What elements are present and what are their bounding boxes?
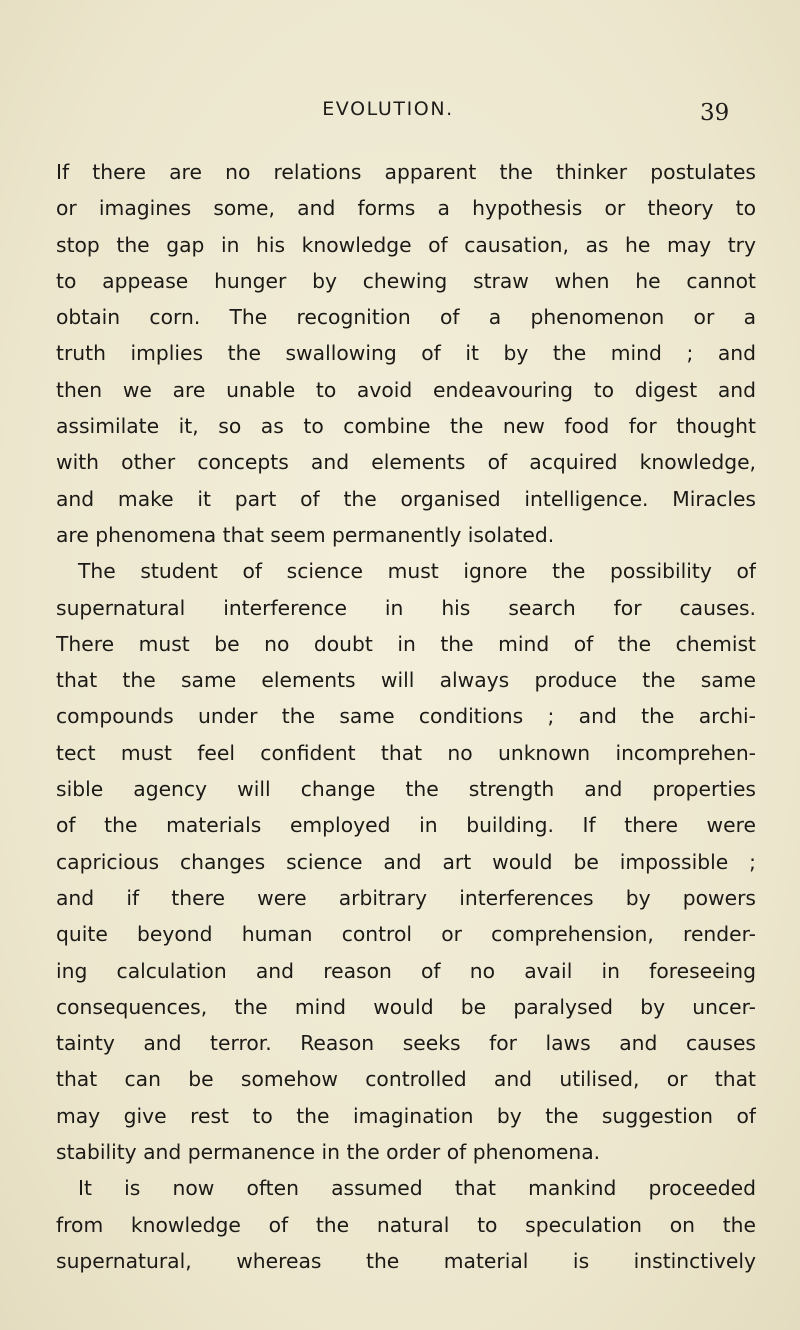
text-line: are phenomena that seem permanently isolated.: [56, 522, 555, 547]
text-line: capricious changes science and art would be impossible ;: [56, 849, 756, 874]
text-line: that can be somehow controlled and utilised, or that: [56, 1067, 756, 1092]
text-line: truth implies the swallowing of it by the mind ; and: [56, 341, 756, 366]
text-line: that the same elements will always produce the same: [56, 668, 756, 693]
text-line: of the materials employed in building. If there were: [56, 813, 756, 838]
text-line: compounds under the same conditions ; and the archi-: [56, 704, 756, 729]
text-line: then we are unable to avoid endeavouring to digest and: [56, 377, 756, 402]
text-line: consequences, the mind would be paralysed by uncer-: [56, 994, 756, 1019]
running-head-title: EVOLUTION.: [322, 98, 454, 120]
text-line: tainty and terror. Reason seeks for laws and causes: [56, 1031, 756, 1056]
running-head: [0, 98, 800, 138]
text-line: may give rest to the imagination by the suggestion of: [56, 1103, 756, 1128]
text-line: stability and permanence in the order of phenomena.: [56, 1140, 601, 1165]
text-line: tect must feel confident that no unknown incomprehen-: [56, 740, 756, 765]
text-line: It is now often assumed that mankind proceeded: [78, 1176, 756, 1201]
text-line: or imagines some, and forms a hypothesis or theory to: [56, 196, 756, 221]
text-line: The student of science must ignore the possibility of: [78, 559, 756, 584]
text-line: sible agency will change the strength and properties: [56, 777, 756, 802]
text-line: stop the gap in his knowledge of causation, as he may try: [56, 232, 756, 257]
body-text: [56, 154, 756, 1279]
text-line: from knowledge of the natural to speculation on the: [56, 1212, 756, 1237]
page-number: 39: [700, 100, 730, 126]
text-line: ing calculation and reason of no avail in foreseeing: [56, 958, 756, 983]
text-line: obtain corn. The recognition of a phenomenon or a: [56, 305, 756, 330]
text-line: assimilate it, so as to combine the new food for thought: [56, 414, 756, 439]
text-line: There must be no doubt in the mind of the chemist: [56, 631, 756, 656]
text-line: to appease hunger by chewing straw when he cannot: [56, 268, 756, 293]
text-line: with other concepts and elements of acquired knowledge,: [56, 450, 756, 475]
text-line: If there are no relations apparent the thinker postulates: [56, 160, 756, 184]
text-line: quite beyond human control or comprehension, render-: [56, 922, 756, 947]
text-line: supernatural interference in his search for causes.: [56, 595, 756, 620]
text-line: supernatural, whereas the material is instinctively: [56, 1248, 756, 1273]
text-line: and if there were arbitrary interferences by powers: [56, 885, 756, 910]
text-line: and make it part of the organised intelligence. Miracles: [56, 486, 756, 511]
